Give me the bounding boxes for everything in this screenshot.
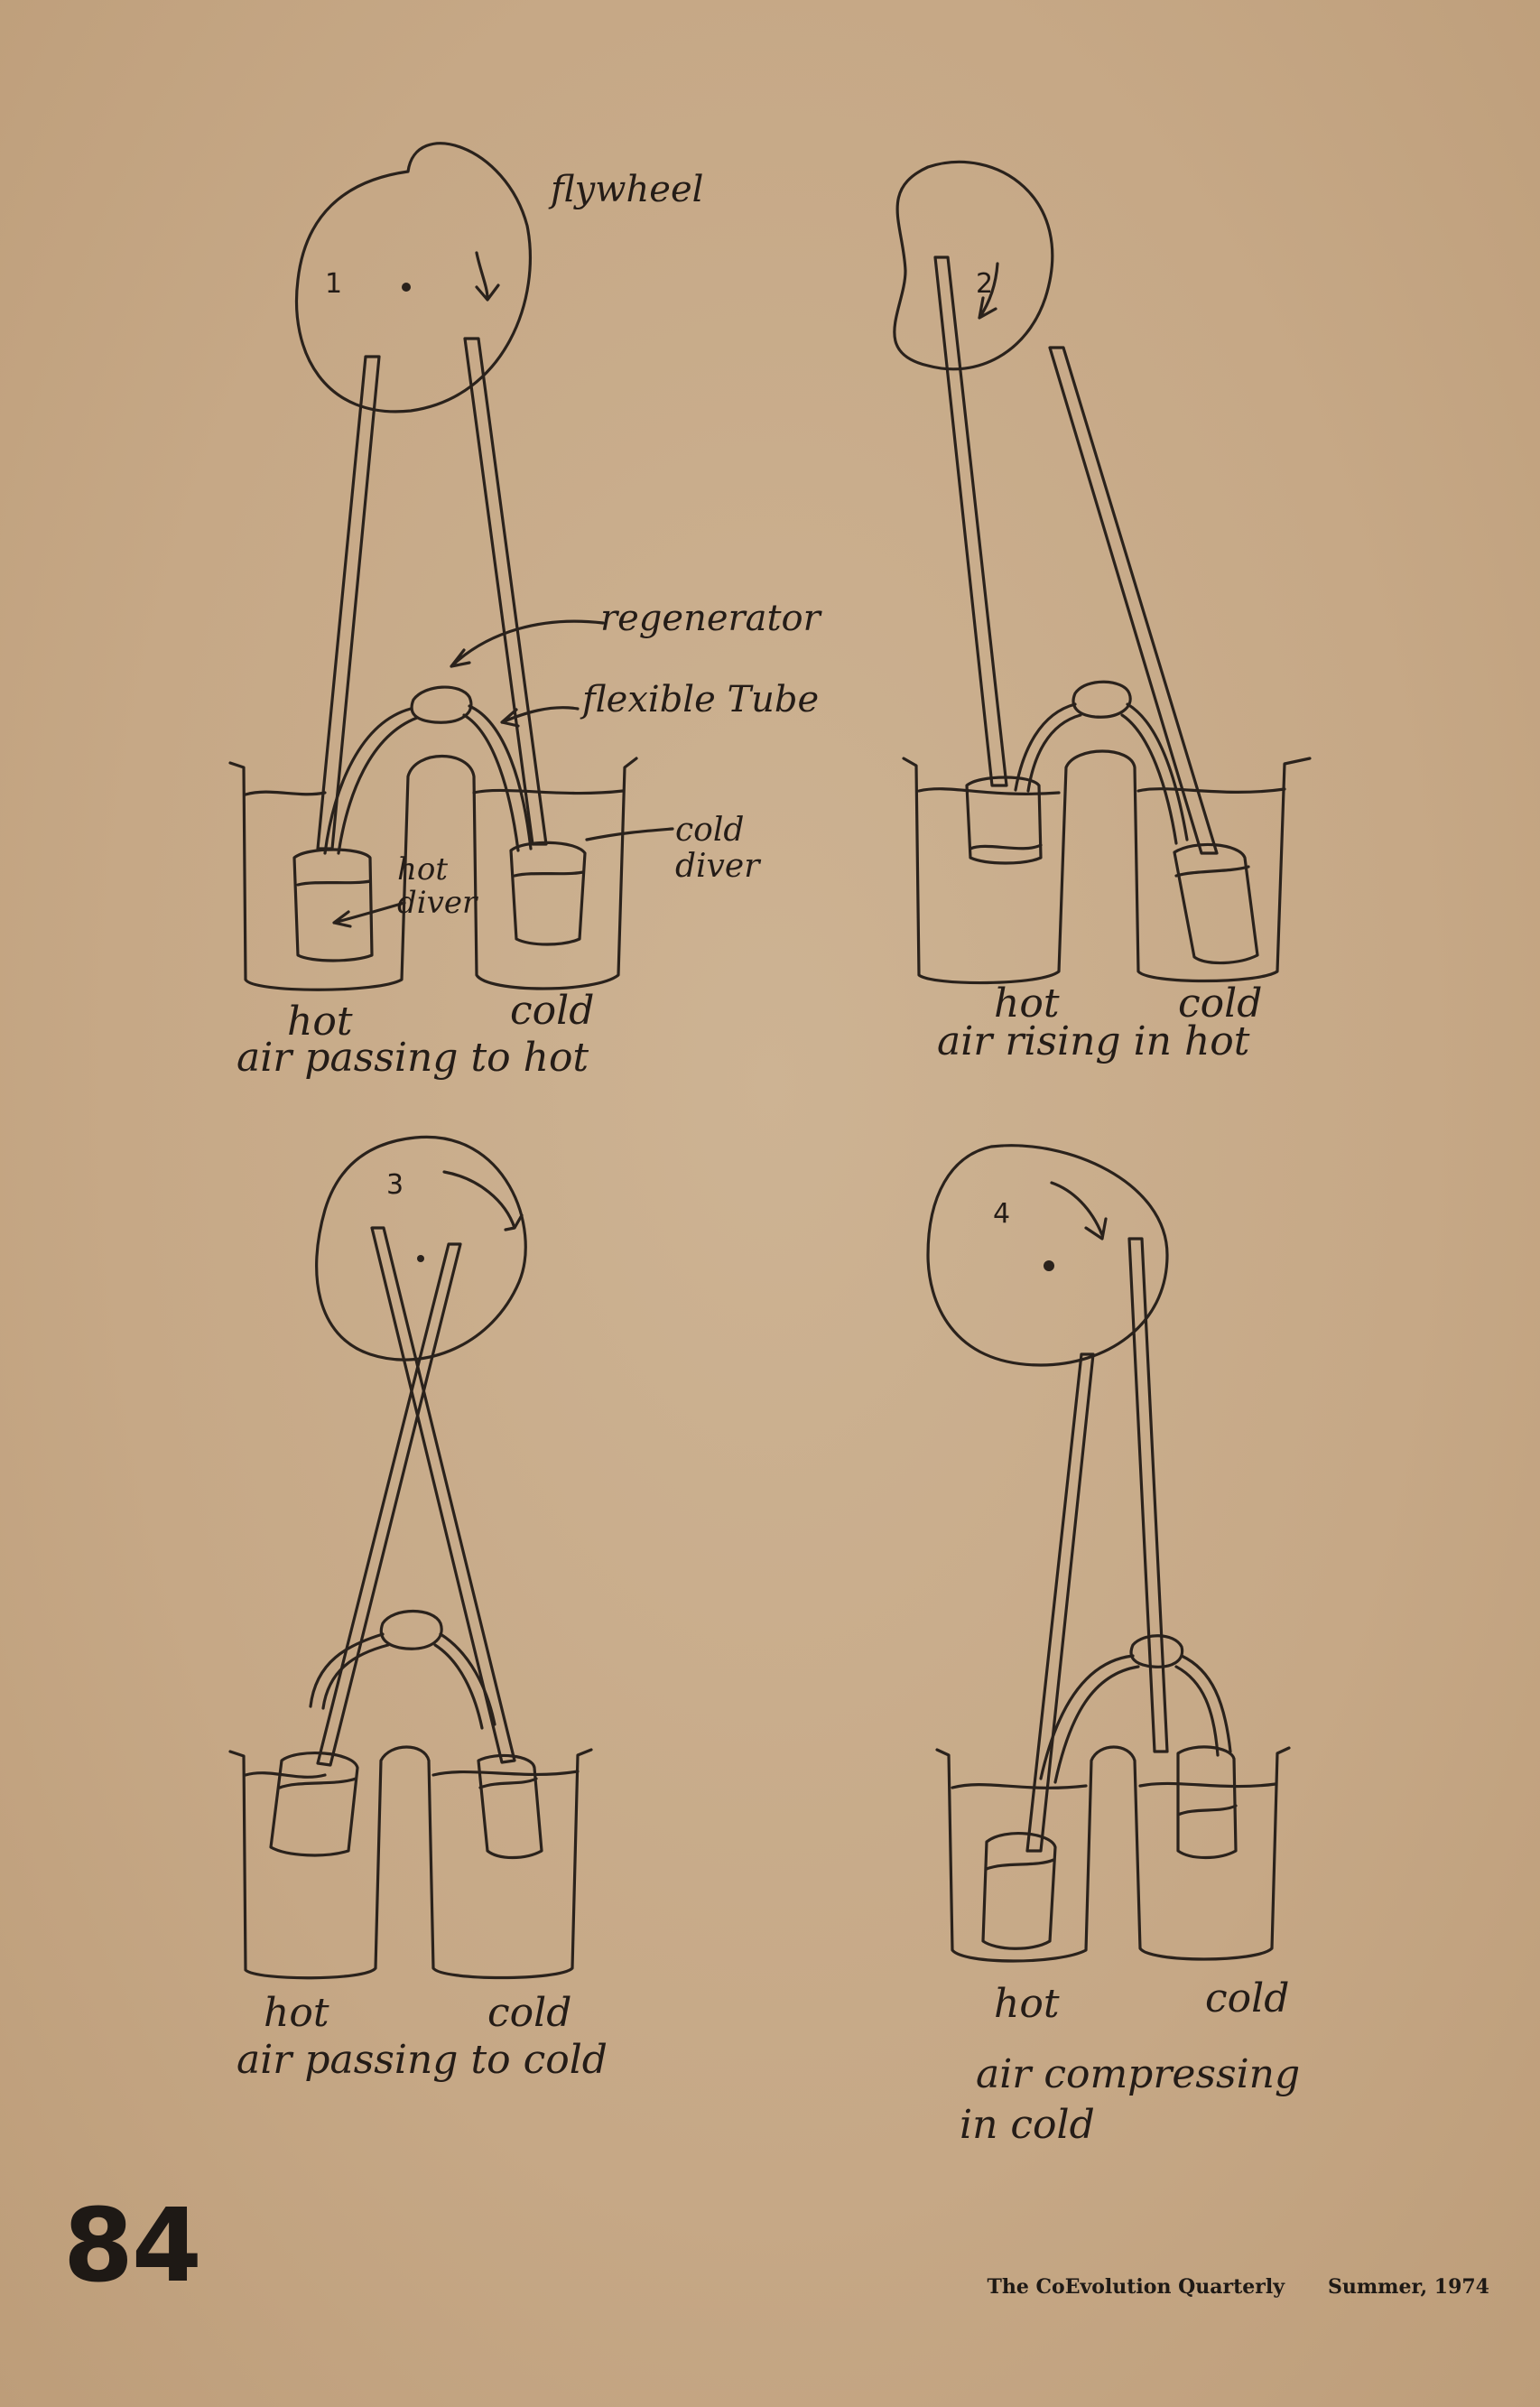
caption: air rising in hot (937, 1018, 1250, 1064)
rotation-arrow (477, 253, 498, 300)
stirling-engine-sketch-2 (770, 0, 1540, 1129)
rotation-arrow (1052, 1183, 1106, 1239)
cold-label: cold (1205, 1975, 1290, 2021)
cold-diver-label: cold diver (675, 812, 760, 885)
flywheel-label: flywheel (551, 169, 704, 210)
regenerator (412, 687, 471, 722)
cold-label: cold (510, 988, 595, 1034)
stirling-engine-sketch-4 (770, 1129, 1540, 2167)
diagram-panel-1 (0, 0, 821, 1129)
hot-label: hot (287, 999, 353, 1045)
cold-rod (465, 339, 546, 844)
regenerator (1073, 682, 1130, 717)
rotation-arrow (444, 1172, 522, 1230)
regenerator-pointer (451, 621, 603, 666)
water-line (246, 790, 623, 795)
hot-label: hot (994, 980, 1060, 1027)
flywheel-circle (895, 162, 1053, 368)
hot-label: hot (264, 1990, 329, 2036)
cold-diver (478, 1755, 542, 1857)
flywheel-axle (402, 283, 411, 292)
regenerator (381, 1612, 441, 1650)
cold-diver (1178, 1747, 1236, 1858)
cold-diver (1174, 844, 1257, 962)
hot-diver (294, 850, 372, 961)
page-number: 84 (63, 2188, 200, 2305)
caption-line-2: in cold (960, 2102, 1095, 2148)
cold-diver (511, 842, 585, 944)
panel-number: 1 (325, 268, 343, 300)
panel-number: 2 (976, 268, 994, 300)
hot-diver-pointer (334, 903, 404, 926)
cold-rod (1050, 348, 1217, 853)
diagram-panel-4 (770, 1129, 1540, 2167)
flywheel-axle (417, 1255, 424, 1262)
publication-name: The CoEvolution Quarterly (987, 2275, 1285, 2299)
caption: air passing to cold (237, 2037, 608, 2083)
water-line (919, 789, 1285, 795)
diagram-panel-2 (770, 0, 1540, 1129)
regenerator-label: regenerator (600, 598, 821, 639)
water-line (246, 1771, 578, 1777)
diagram-panel-3 (0, 1129, 770, 2167)
cold-diver-pointer (587, 829, 673, 840)
hot-rod (318, 357, 379, 849)
flexible-tube (325, 706, 531, 853)
caption-line-1: air compressing (976, 2051, 1301, 2097)
water-line (952, 1783, 1276, 1788)
caption: air passing to hot (237, 1035, 589, 1081)
tube-label: flexible Tube (582, 679, 820, 720)
hot-diver-label: hot diver (397, 851, 478, 922)
stirling-engine-sketch-3 (0, 1129, 770, 2167)
issue-date: Summer, 1974 (1328, 2275, 1489, 2299)
hot-diver (983, 1834, 1055, 1949)
regenerator (1131, 1636, 1183, 1668)
hot-diver (271, 1753, 357, 1855)
water-bath (937, 1747, 1289, 1961)
cold-label: cold (487, 1990, 572, 2036)
page-footer (987, 2275, 1489, 2299)
panel-number: 4 (993, 1198, 1011, 1230)
hot-label: hot (994, 1981, 1060, 2027)
flywheel-circle (317, 1137, 526, 1360)
cold-label: cold (1178, 980, 1263, 1027)
panel-number: 3 (386, 1169, 404, 1201)
flywheel-axle (1044, 1260, 1054, 1271)
water-bath (230, 1747, 591, 1978)
hot-rod (1027, 1354, 1093, 1851)
hot-rod (935, 257, 1007, 785)
